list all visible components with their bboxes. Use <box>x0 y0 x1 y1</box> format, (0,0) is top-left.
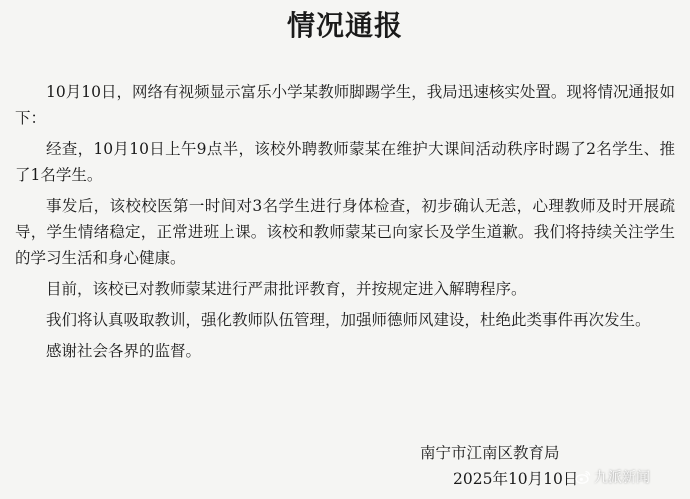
signature-organization: 南宁市江南区教育局 <box>420 444 560 462</box>
paragraph-thanks: 感谢社会各界的监督。 <box>46 342 202 360</box>
paragraph-lessons: 我们将认真吸取教训，强化教师队伍管理，加强师德师风建设，杜绝此类事件再次发生。 <box>46 311 651 329</box>
document-title: 情况通报 <box>286 9 403 42</box>
paragraph-aftermath: 事发后，该校校医第一时间对3名学生进行身体检查，初步确认无恙，心理教师及时开展疏导，学生情绪稳定，正常进班上课。该校和教师蒙某已向家长及学生道歉。我们将持续关注学生的学习生活和身心健康。 <box>15 197 675 267</box>
signature-date: 2025年10月10日 <box>453 470 579 488</box>
document-body <box>15 79 675 369</box>
watermark <box>575 467 650 487</box>
paragraph-intro: 10月10日，网络有视频显示富乐小学某教师脚踢学生，我局迅速核实处置。现将情况通报如下： <box>15 83 675 127</box>
watermark-text: 九派新闻 <box>594 470 650 486</box>
weibo-icon <box>575 469 591 485</box>
paragraph-current-status: 目前，该校已对教师蒙某进行严肃批评教育，并按规定进入解聘程序。 <box>46 280 527 298</box>
paragraph-findings: 经查，10月10日上午9点半，该校外聘教师蒙某在维护大课间活动秩序时踢了2名学生、推了1名学生。 <box>15 140 675 184</box>
